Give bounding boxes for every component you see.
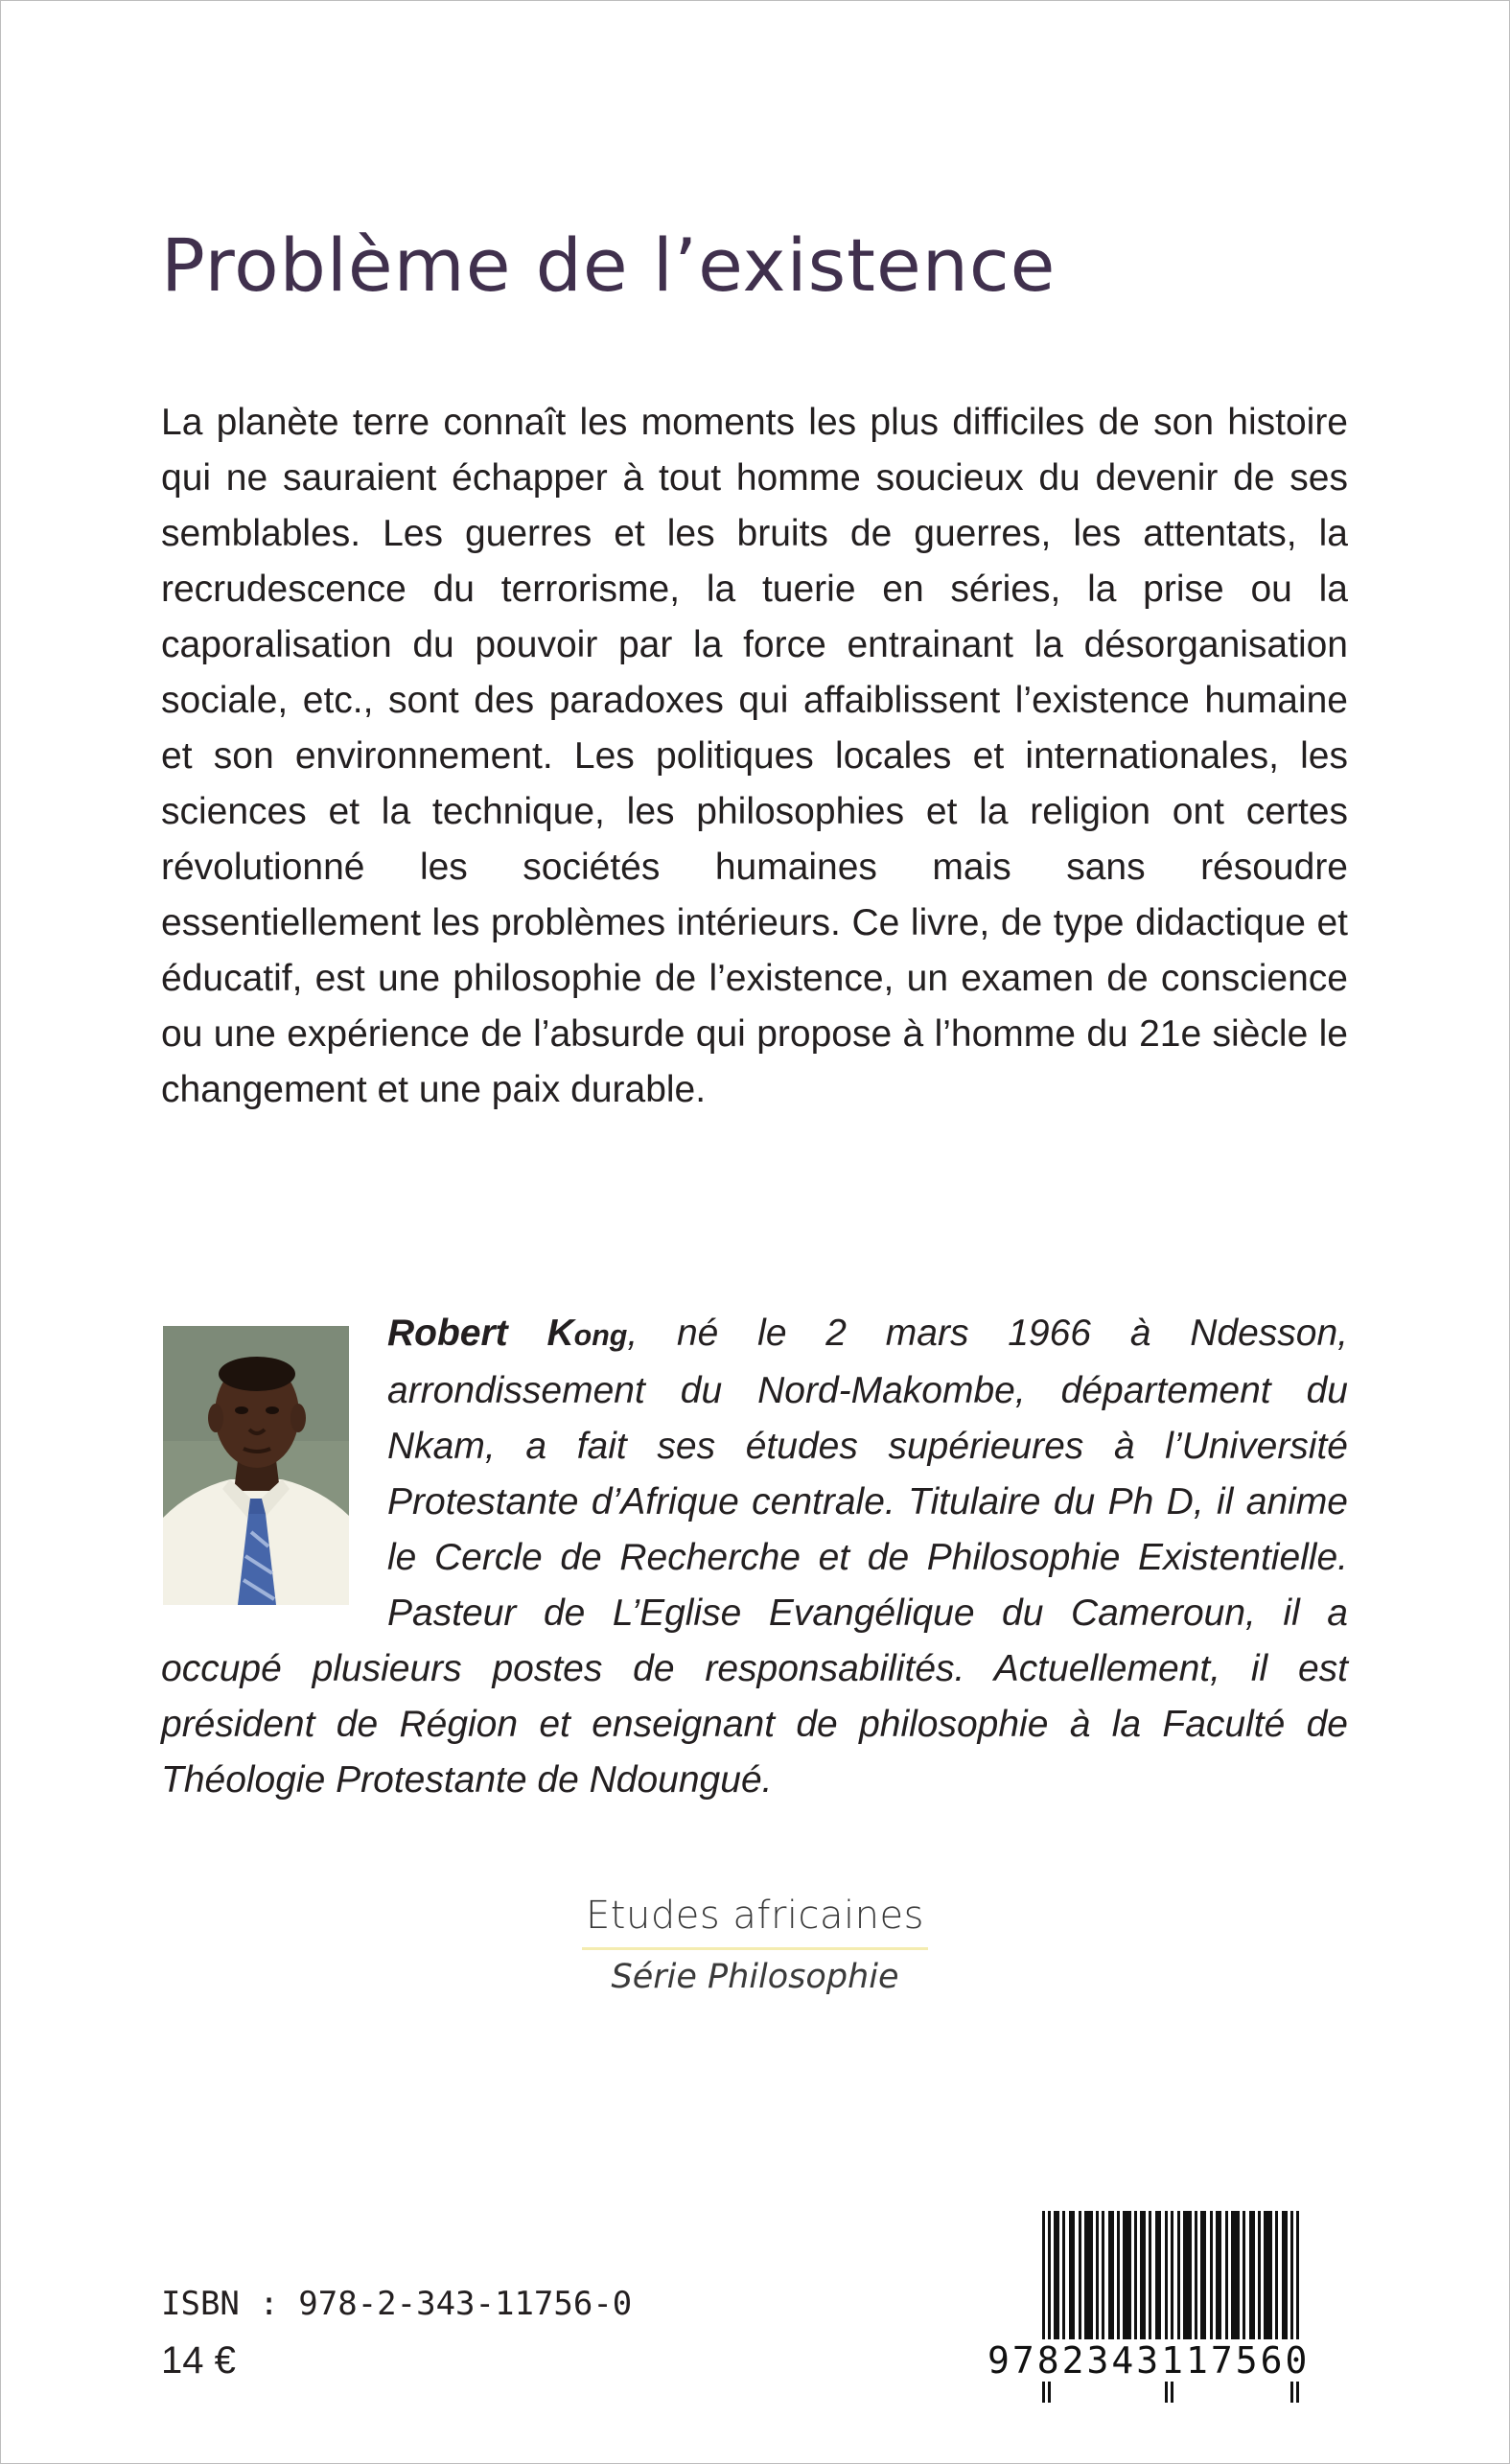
- barcode-digits: 9782343117560: [987, 2339, 1342, 2382]
- author-name: Robert Kong: [387, 1313, 628, 1354]
- series-name: Etudes africaines: [582, 1894, 928, 1950]
- photo-space: [161, 1306, 387, 1637]
- price-label: 14 €: [161, 2339, 236, 2382]
- book-title: Problème de l’existence: [161, 222, 1057, 308]
- series-block: [0, 1894, 1510, 1996]
- back-cover-blurb: La planète terre connaît les moments les plus difficiles de son histoire qui ne sauraient échapper à tout homme soucieux du devenir de ses semblables. Les guerres et les bruits de guerres, les attentats, la recrudescence du terrorisme, la tuerie en séries, la prise ou la caporalisation du pouvoir par la force entrainant la désorganisation sociale, etc., sont des paradoxes qui affaiblissent l’existence humaine et son environnement. Les politiques locales et internationales, les sciences et la technique, les philosophies et la religion ont certes révolutionné les sociétés humaines mais sans résoudre essentiellement les problèmes intérieurs. Ce livre, de type didactique et éducatif, est une philosophie de l’existence, un examen de conscience ou une expérience de l’absurde qui propose à l’homme du 21e siècle le changement et une paix durable.: [161, 402, 1348, 1110]
- isbn-label: ISBN : 978-2-343-11756-0: [161, 2285, 633, 2323]
- author-bio: [161, 1306, 1348, 1808]
- barcode: [983, 2192, 1366, 2422]
- series-subtitle: Série Philosophie: [611, 1958, 899, 1996]
- author-bio-text: , né le 2 mars 1966 à Ndesson, arrondissement du Nord-Makombe, département du Nkam, a fait ses études supérieures à l’Université Protestante d’Afrique centrale. Titulaire du Ph D, il anime le Cercle de Recherche et de Philosophie Existentielle. Pasteur de L’Eglise Evangélique du Cameroun, il a occupé plusieurs postes de responsabilités. Actuellement, il est président de Région et enseignant de philosophie à la Faculté de Théologie Protestante de Ndoungué.: [161, 1313, 1349, 1801]
